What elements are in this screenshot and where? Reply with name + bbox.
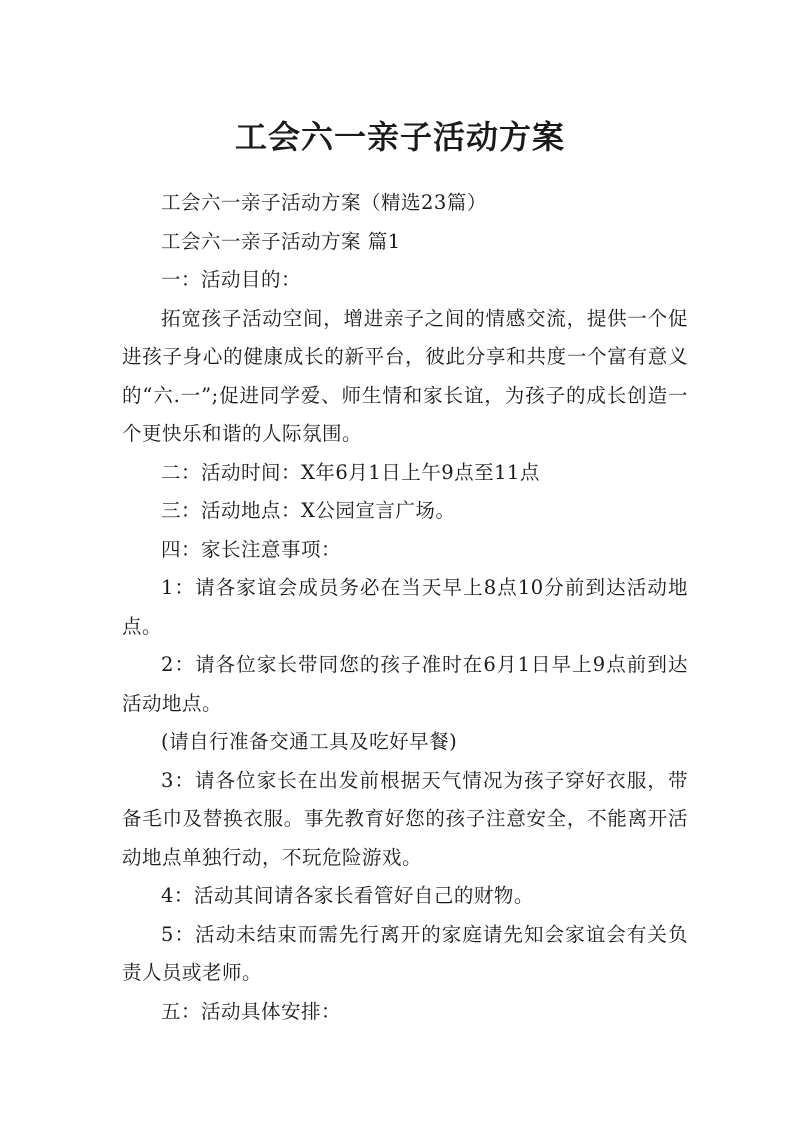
paragraph-section-heading: 工会六一亲子活动方案 篇1: [161, 229, 401, 253]
paragraph-purpose-heading: 一：活动目的：: [161, 268, 302, 291]
paragraph-subtitle: 工会六一亲子活动方案（精选23篇）: [161, 191, 487, 214]
paragraph-schedule-heading: 五：活动具体安排：: [161, 999, 342, 1023]
paragraph-purpose-text: 拓宽孩子活动空间，增进亲子之间的情感交流，提供一个促进孩子身心的健康成长的新平台，彼此分享和共度一个富有意义的“六.一”;促进同学爱、师生情和家长谊，为孩子的成长创造一个更快乐和谐的人际氛围。: [122, 306, 688, 445]
paragraph-time: 二：活动时间：X年6月1日上午9点至11点: [161, 460, 540, 484]
paragraph-location: 三：活动地点：X公园宣言广场。: [161, 499, 456, 522]
document-body: [122, 184, 688, 1031]
paragraph-note-3: 3：请各位家长在出发前根据天气情况为孩子穿好衣服，带备毛巾及替换衣服。事先教育好您的孩子注意安全，不能离开活动地点单独行动，不玩危险游戏。: [122, 768, 688, 869]
paragraph-note-2: 2：请各位家长带同您的孩子准时在6月1日早上9点前到达活动地点。: [122, 653, 688, 715]
paragraph-note-1: 1：请各家谊会成员务必在当天早上8点10分前到达活动地点。: [122, 576, 688, 638]
paragraph-note-4: 4：活动其间请各家长看管好自己的财物。: [161, 884, 534, 907]
document-title: 工会六一亲子活动方案: [234, 118, 565, 157]
paragraph-note-2-remark: (请自行准备交通工具及吃好早餐): [161, 730, 458, 753]
paragraph-notes-heading: 四：家长注意事项：: [161, 537, 342, 561]
paragraph-note-5: 5：活动未结束而需先行离开的家庭请先知会家谊会有关负责人员或老师。: [122, 922, 688, 984]
